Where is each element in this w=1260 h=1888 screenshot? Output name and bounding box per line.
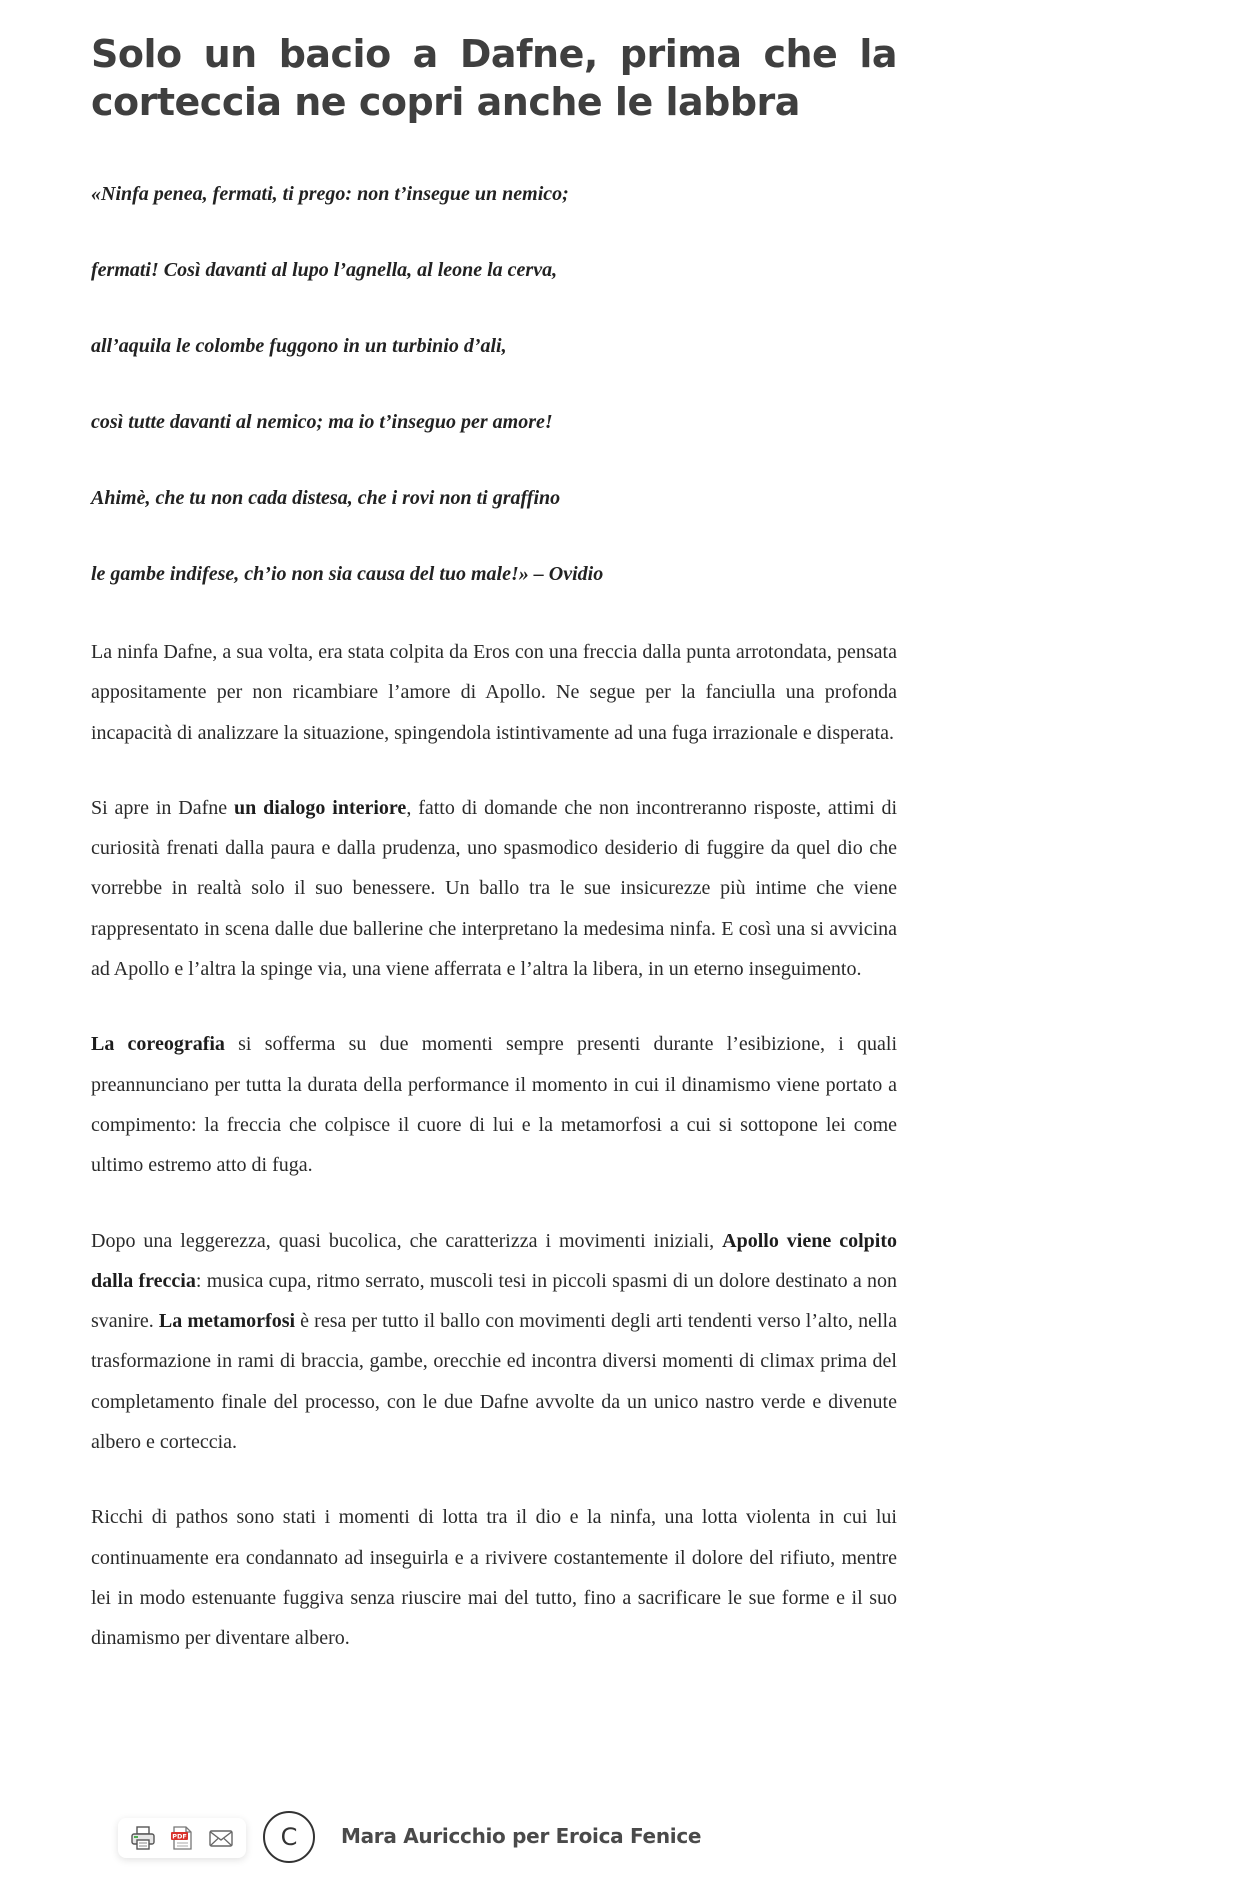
- paragraph-text: si sofferma su due momenti sempre presenti durante l’esibizione, i quali preannunciano per tutta la durata della performance il momento in cui il dinamismo viene portato a compimento: la freccia che colpisce il cuore di lui e la metamorfosi a cui si sottopone lei come ultimo estremo atto di fuga.: [91, 1033, 897, 1177]
- article: [91, 30, 897, 1694]
- email-icon[interactable]: [206, 1823, 236, 1853]
- paragraph-text: , fatto di domande che non incontreranno risposte, attimi di curiosità frenati dalla paura e dalla prudenza, uno spasmodico desiderio di fuggire da quel dio che vorrebbe in realtà solo il suo benessere. Un ballo tra le sue insicurezze più intime che viene rappresentato in scena dalle due ballerine che interpretano la medesima ninfa. E così una si avvicina ad Apollo e l’altra la spinge via, una viene afferrata e l’altra la libera, in un eterno inseguimento.: [91, 796, 898, 981]
- pdf-label: PDF: [172, 1832, 187, 1841]
- paragraph-5: Ricchi di pathos sono stati i momenti di lotta tra il dio e la ninfa, una lotta violenta in cui lui continuamente era condannato ad inseguirla e a rivivere costantemente il dolore del rifiuto, mentre lei in modo estenuante fuggiva senza riuscire mai del tutto, fino a sacrificare le sue forme e il suo dinamismo per diventare albero.: [91, 1506, 897, 1650]
- copyright-symbol: C: [280, 1823, 298, 1851]
- verse-line: così tutte davanti al nemico; ma io t’inseguo per amore!: [91, 411, 553, 433]
- bold-phrase: Apollo viene colpito dalla freccia: [91, 1229, 897, 1292]
- paragraph-text: : musica cupa, ritmo serrato, muscoli tesi in piccoli spasmi di un dolore destinato a non svanire.: [91, 1269, 897, 1333]
- article-title: Solo un bacio a Dafne, prima che la corteccia ne copri anche le labbra: [91, 32, 897, 124]
- paragraph-text: Dopo una leggerezza, quasi bucolica, che caratterizza i movimenti iniziali,: [91, 1229, 723, 1252]
- pdf-icon[interactable]: [167, 1823, 197, 1853]
- paragraph-3: [91, 1024, 897, 1185]
- verse-line: all’aquila le colombe fuggono in un turbinio d’ali,: [91, 335, 507, 357]
- bold-phrase: un dialogo interiore: [234, 796, 407, 819]
- paragraph-text: è resa per tutto il ballo con movimenti degli arti tendenti verso l’alto, nella trasformazione in rami di braccia, gambe, orecchie ed incontra diversi momenti di climax prima del completamento finale del processo, con le due Dafne avvolte da un unico nastro verde e divenute albero e corteccia.: [91, 1310, 897, 1454]
- print-icon[interactable]: [128, 1823, 158, 1853]
- copyright-icon: [263, 1811, 315, 1863]
- verse-line: «Ninfa penea, fermati, ti prego: non t’insegue un nemico;: [91, 183, 569, 205]
- share-toolbar: [118, 1818, 246, 1858]
- paragraph-4: [91, 1221, 897, 1463]
- paragraph-text: Si apre in Dafne: [91, 796, 235, 819]
- verse-line: Ahimè, che tu non cada distesa, che i rovi non ti graffino: [91, 487, 561, 509]
- verse-line: le gambe indifese, ch’io non sia causa del tuo male!» – Ovidio: [91, 563, 604, 585]
- article-footer: [118, 1810, 918, 1870]
- paragraph-1: La ninfa Dafne, a sua volta, era stata colpita da Eros con una freccia dalla punta arrotondata, pensata appositamente per non ricambiare l’amore di Apollo. Ne segue per la fanciulla una profonda incapacità di analizzare la situazione, spingendola istintivamente ad una fuga irrazionale e disperata.: [91, 641, 897, 744]
- verse-line: fermati! Così davanti al lupo l’agnella, al leone la cerva,: [91, 259, 558, 281]
- verse-block: [91, 180, 897, 588]
- bold-phrase: La coreografia: [91, 1033, 225, 1056]
- author-credit: Mara Auricchio per Eroica Fenice: [341, 1824, 702, 1848]
- paragraph-2: [91, 788, 897, 989]
- bold-phrase: La metamorfosi: [158, 1310, 296, 1333]
